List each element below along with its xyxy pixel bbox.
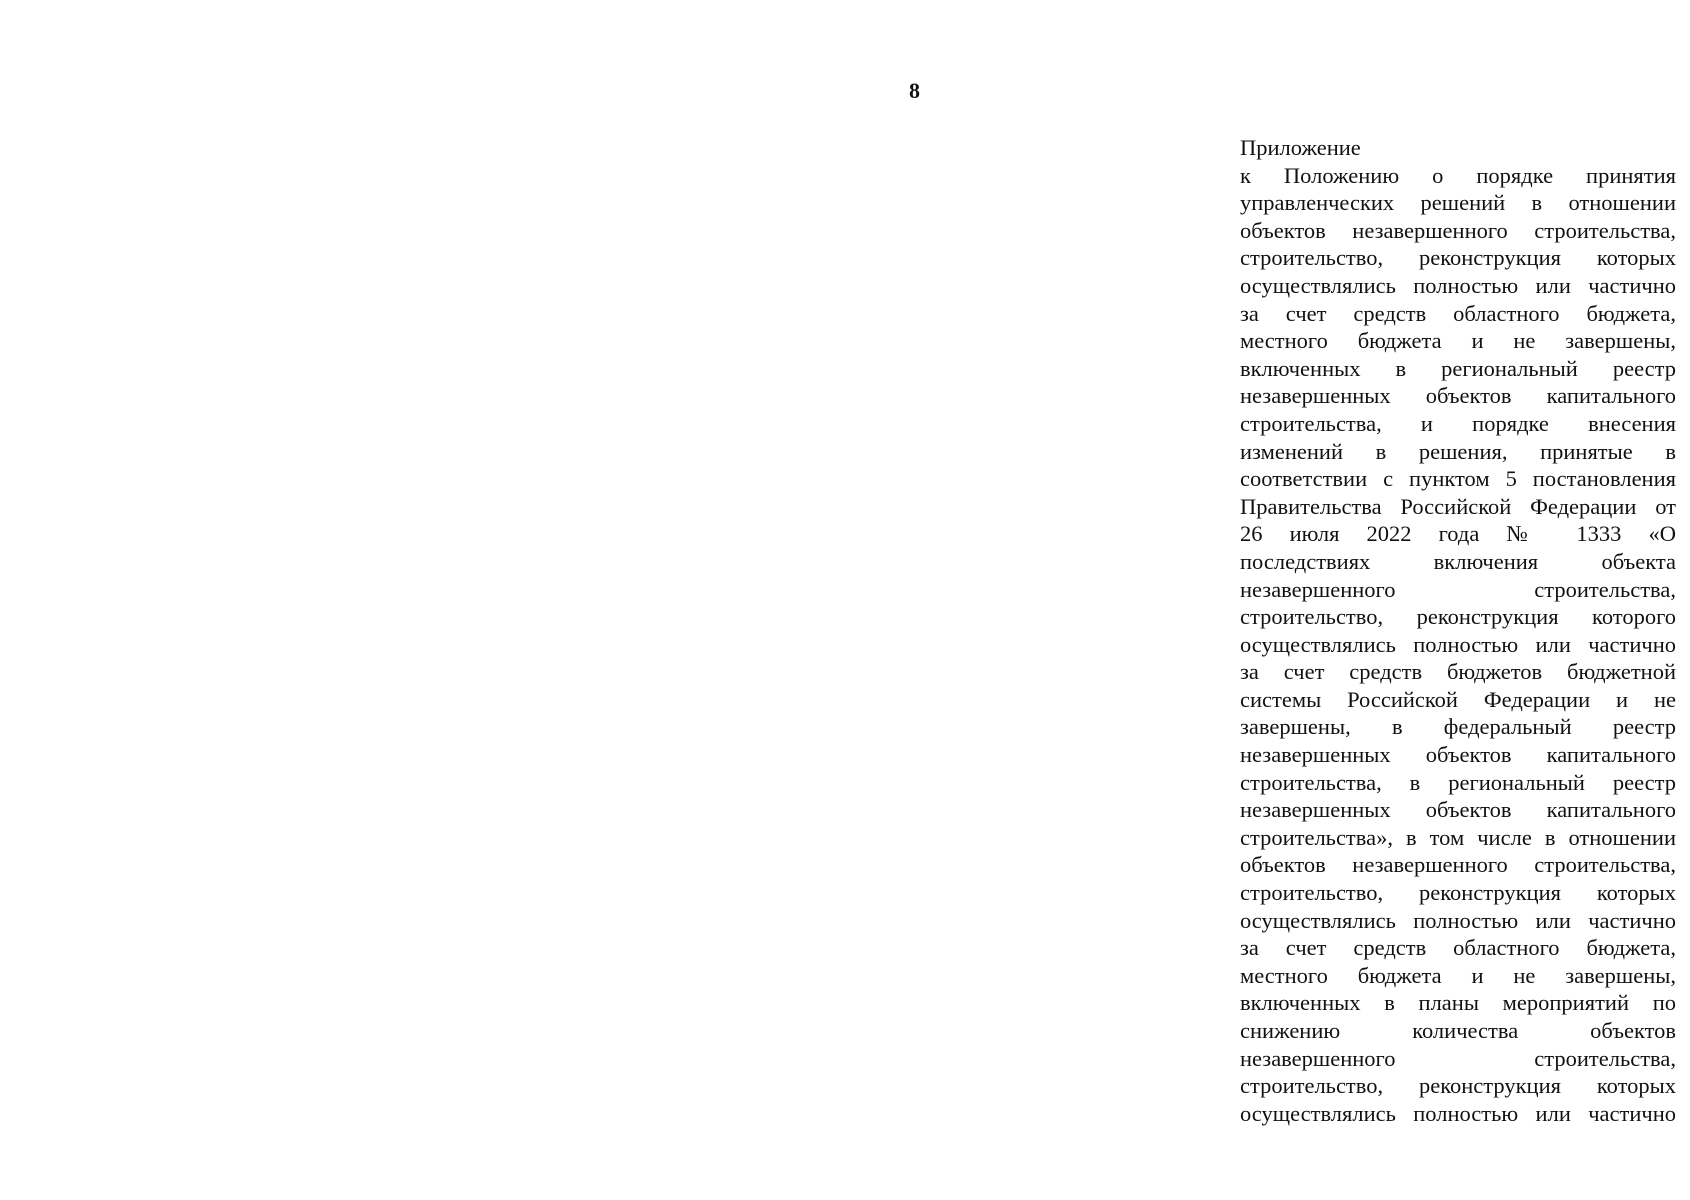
appendix-text-line: объектов незавершенного строительства, <box>1240 852 1676 878</box>
appendix-text-line: завершены, в федеральный реестр <box>1240 714 1676 740</box>
appendix-text-line: незавершенных объектов капитального <box>1240 383 1676 409</box>
appendix-text-line: к Положению о порядке принятия <box>1240 162 1676 188</box>
appendix-text-line: осуществлялись полностью или частично <box>1240 907 1676 933</box>
appendix-text-line: за счет средств областного бюджета, <box>1240 935 1676 961</box>
appendix-text-line: местного бюджета и не завершены, <box>1240 328 1676 354</box>
appendix-block <box>1240 134 1676 1127</box>
appendix-text-line: строительство, реконструкция которого <box>1240 604 1676 630</box>
appendix-text-line: незавершенного строительства, <box>1240 576 1676 602</box>
appendix-text-line: соответствии с пунктом 5 постановления <box>1240 466 1676 492</box>
appendix-text-line: строительства», в том числе в отношении <box>1240 824 1676 850</box>
appendix-text-line: местного бюджета и не завершены, <box>1240 962 1676 988</box>
appendix-text-line: снижению количества объектов <box>1240 1018 1676 1043</box>
appendix-text-line: строительство, реконструкция которых <box>1240 880 1676 906</box>
appendix-text-line: строительства, в региональный реестр <box>1240 769 1676 795</box>
appendix-text-line: изменений в решения, принятые в <box>1240 438 1676 464</box>
appendix-heading: Приложение <box>1240 135 1361 160</box>
appendix-text-line: строительство, реконструкция которых <box>1240 245 1676 271</box>
appendix-text-line: Правительства Российской Федерации от <box>1240 493 1676 519</box>
appendix-text-line: объектов незавершенного строительства, <box>1240 217 1676 243</box>
appendix-text-line: незавершенных объектов капитального <box>1240 797 1676 823</box>
appendix-text-line: осуществлялись полностью или частично <box>1240 272 1676 298</box>
appendix-text-line: включенных в планы мероприятий по <box>1240 990 1676 1016</box>
appendix-text-line: незавершенных объектов капитального <box>1240 742 1676 768</box>
appendix-text-line: последствиях включения объекта <box>1240 548 1676 574</box>
appendix-text-line: строительство, реконструкция которых <box>1240 1073 1676 1099</box>
appendix-text-line: за счет средств областного бюджета, <box>1240 300 1676 326</box>
appendix-text-line: управленческих решений в отношении <box>1240 190 1676 216</box>
appendix-text-line: за счет средств бюджетов бюджетной <box>1240 659 1676 685</box>
appendix-text-line: строительства, и порядке внесения <box>1240 410 1676 436</box>
appendix-text-line: незавершенного строительства, <box>1240 1045 1676 1071</box>
appendix-text-line: осуществлялись полностью или частично <box>1240 1100 1676 1126</box>
appendix-text-line: включенных в региональный реестр <box>1240 355 1676 381</box>
appendix-text-line: 26 июля 2022 года № 1333 «О <box>1240 521 1676 547</box>
page-number: 8 <box>909 78 920 103</box>
appendix-text-line: системы Российской Федерации и не <box>1240 686 1676 712</box>
appendix-text-line: осуществлялись полностью или частично <box>1240 631 1676 657</box>
